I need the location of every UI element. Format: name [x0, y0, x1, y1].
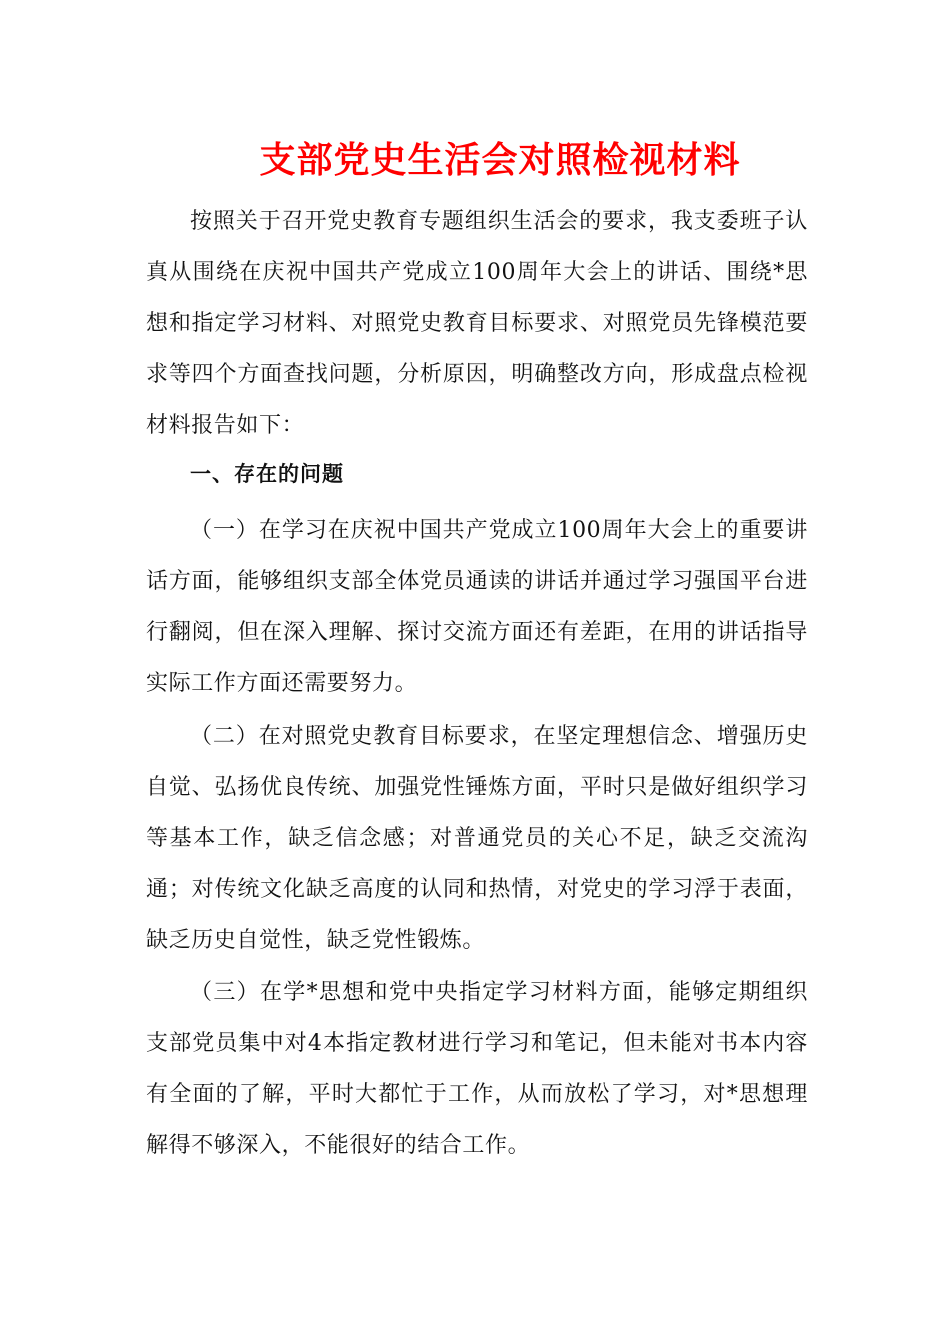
section-heading-problems: 一、存在的问题	[190, 462, 344, 486]
problem-item-3: （三）在学*思想和党中央指定学习材料方面，能够定期组织支部党员集中对4本指定教材进行学习和笔记，但未能对书本内容有全面的了解，平时大都忙于工作，从而放松了学习，对*思想理解得不够深入，不能很好的结合工作。	[146, 980, 808, 1158]
intro-paragraph: 按照关于召开党史教育专题组织生活会的要求，我支委班子认真从围绕在庆祝中国共产党成立100周年大会上的讲话、围绕*思想和指定学习材料、对照党史教育目标要求、对照党员先锋模范要求等四个方面查找问题，分析原因，明确整改方向，形成盘点检视材料报告如下：	[146, 209, 808, 438]
document-title: 支部党史生活会对照检视材料	[259, 139, 741, 181]
problem-item-2: （二）在对照党史教育目标要求，在坚定理想信念、增强历史自觉、弘扬优良传统、加强党性锤炼方面，平时只是做好组织学习等基本工作，缺乏信念感；对普通党员的关心不足，缺乏交流沟通；对传统文化缺乏高度的认同和热情，对党史的学习浮于表面，缺乏历史自觉性，缺乏党性锻炼。	[146, 724, 808, 953]
problem-item-1: （一）在学习在庆祝中国共产党成立100周年大会上的重要讲话方面，能够组织支部全体党员通读的讲话并通过学习强国平台进行翻阅，但在深入理解、探讨交流方面还有差距，在用的讲话指导实际工作方面还需要努力。	[146, 518, 808, 696]
